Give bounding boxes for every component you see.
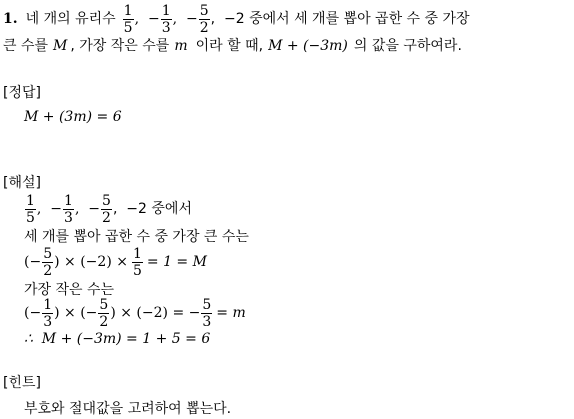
text: ) × (− bbox=[54, 305, 98, 321]
fraction: $\frac{5}{3}$ bbox=[202, 296, 212, 330]
solution-line-3 bbox=[24, 246, 207, 278]
problem-number: 1. bbox=[3, 11, 18, 27]
expression: M + (−3m) bbox=[268, 38, 348, 54]
solution-heading: [해설] bbox=[3, 175, 41, 191]
solution-line-5 bbox=[24, 297, 246, 329]
fraction: $\frac{5}{2}$ bbox=[102, 192, 111, 226]
answer-heading: [정답] bbox=[3, 85, 41, 101]
text: = m bbox=[216, 305, 246, 321]
separator: , − bbox=[36, 201, 63, 217]
separator: , − bbox=[172, 11, 198, 27]
text: ) × (−2) = − bbox=[110, 305, 201, 321]
problem-intro: 네 개의 유리수 bbox=[25, 11, 116, 27]
text: = 1 = M bbox=[146, 254, 207, 270]
solution-line-2: 세 개를 뽑아 곱한 수 중 가장 큰 수는 bbox=[24, 229, 249, 245]
hint-text: 부호와 절대값을 고려하여 뽑는다. bbox=[24, 401, 232, 417]
fraction: $\frac{1}{5}$ bbox=[132, 245, 142, 279]
text: , −2 중에서 bbox=[112, 201, 192, 217]
answer-expression: M + (3m) = 6 bbox=[24, 109, 122, 125]
text: (− bbox=[24, 305, 42, 321]
text: ) × (−2) × bbox=[54, 254, 128, 270]
fraction: $\frac{1}{3}$ bbox=[64, 192, 73, 226]
fraction: $\frac{1}{5}$ bbox=[123, 2, 133, 36]
fraction: $\frac{1}{3}$ bbox=[43, 296, 53, 330]
separator: , − bbox=[134, 11, 160, 27]
var-M: M bbox=[53, 38, 68, 54]
fraction: $\frac{1}{5}$ bbox=[26, 192, 35, 226]
fraction: $\frac{1}{3}$ bbox=[161, 2, 171, 36]
text: 큰 수를 bbox=[3, 38, 49, 54]
fraction: $\frac{5}{2}$ bbox=[43, 245, 53, 279]
text: 의 값을 구하여라. bbox=[353, 38, 462, 54]
problem-tail: , −2 중에서 세 개를 뽑아 곱한 수 중 가장 bbox=[210, 11, 470, 27]
separator: , − bbox=[74, 201, 101, 217]
text: (− bbox=[24, 254, 42, 270]
hint-heading: [힌트] bbox=[3, 375, 41, 391]
problem-line-2 bbox=[3, 39, 462, 53]
fraction: $\frac{5}{2}$ bbox=[99, 296, 109, 330]
solution-line-6: ∴ M + (−3m) = 1 + 5 = 6 bbox=[24, 331, 211, 347]
var-m: m bbox=[174, 38, 188, 54]
text: , 가장 작은 수를 bbox=[70, 38, 170, 54]
fraction: $\frac{5}{2}$ bbox=[199, 2, 209, 36]
solution-line-1 bbox=[24, 193, 192, 225]
problem-line-1 bbox=[3, 4, 470, 34]
text: 이라 할 때, bbox=[195, 38, 264, 54]
solution-line-4: 가장 작은 수는 bbox=[24, 282, 115, 298]
